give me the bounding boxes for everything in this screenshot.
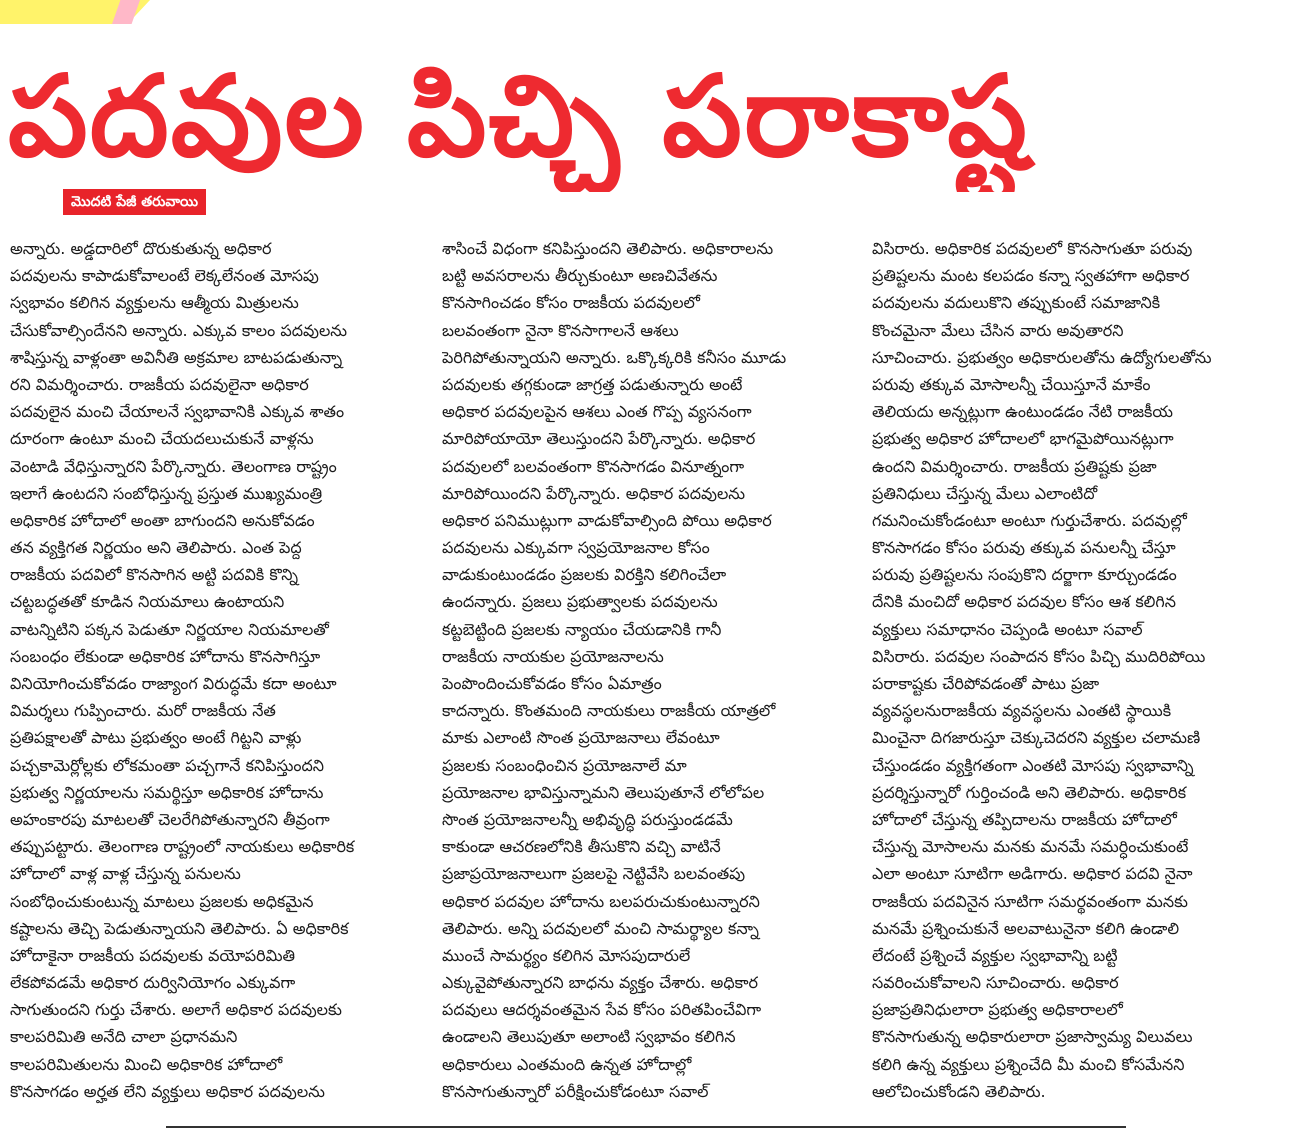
- article-line: మనమే ప్రశ్నించుకునే అలవాటునైనా కలిగి ఉండాలి: [872, 918, 1180, 938]
- article-line: స్వభావం కలిగిన వ్యక్తులను ఆత్మీయ మిత్రులను: [10, 293, 299, 313]
- article-line: పచ్చకామెర్లోల్లకు లోకమంతా పచ్చగానే కనిపిస్తుందని: [10, 755, 324, 775]
- article-line: విసిరారు. అధికారిక పదవులలో కొనసాగుతూ పరువు: [872, 239, 1193, 258]
- article-line: బలవంతంగా నైనా కొనసాగాలనే ఆశలు: [442, 320, 679, 340]
- article-column-1: [10, 235, 418, 1105]
- article-line: పదవులు ఆదర్శవంతమైన సేవ కోసం పరితపించేవిగా: [442, 1000, 762, 1020]
- article-line: పరాకాష్టకు చేరిపోవడంతో పాటు ప్రజా: [872, 674, 1100, 693]
- article-line: సంబంధం లేకుండా అధికారిక హోదాను కొనసాగిస్తూ: [10, 646, 321, 666]
- article-line: పెంపొందించుకోవడం కోసం ఏమాత్రం: [442, 674, 662, 693]
- article-line: కొంచమైనా మేలు చేసిన వారు అవుతారని: [872, 320, 1124, 340]
- article-line: ఎలా అంటూ సూటిగా అడిగారు. అధికార పదవి నైనా: [872, 864, 1193, 884]
- continuation-tag: మొదటి పేజీ తరువాయి: [63, 189, 206, 215]
- article-line: హోదాకైనా రాజకీయ పదవులకు వయోపరిమితి: [10, 945, 296, 965]
- article-line: వెంటాడి వేధిస్తున్నారని పేర్కొన్నారు. తెలంగాణ రాష్ట్రం: [10, 456, 337, 476]
- article-line: ఆలోచించుకోండని తెలిపారు.: [872, 1081, 1046, 1101]
- article-line: ఎక్కువైపోతున్నారని బాధను వ్యక్తం చేశారు. అధికార: [442, 973, 758, 993]
- article-line: లేదంటే ప్రశ్నించే వ్యక్తుల స్వభావాన్ని బట్టి: [872, 945, 1118, 965]
- article-line: ముంచే సామర్థ్యం కలిగిన మోసపుదారులే: [442, 945, 691, 965]
- article-line: అహంకారపు మాటలతో చెలరేగిపోతున్నారని తీవ్రంగా: [10, 809, 330, 829]
- article-line: తప్పుపట్టారు. తెలంగాణ రాష్ట్రంలో నాయకులు అధికారిక: [10, 837, 355, 857]
- article-line: కొనసాగడం కోసం పరువు తక్కువ పనులన్నీ చేస్తూ: [872, 538, 1176, 558]
- article-line: కొనసాగుతున్న అధికారులారా ప్రజాస్వామ్య విలువలు: [872, 1027, 1193, 1047]
- article-line: పదవులైన మంచి చేయాలనే స్వభావానికి ఎక్కువ శాతం: [10, 402, 345, 422]
- article-line: తన వ్యక్తిగత నిర్ణయం అని తెలిపారు. ఎంత పెద్ద: [10, 538, 302, 558]
- article-line: విమర్శలు గుప్పించారు. మరో రాజకీయ నేత: [10, 701, 276, 721]
- article-line: పెరిగిపోతున్నాయని అన్నారు. ఒక్కొక్కరికి కనీసం మూడు: [442, 347, 787, 367]
- article-line: గమనించుకోండంటూ అంటూ గుర్తుచేశారు. పదవుల్లో: [872, 510, 1187, 530]
- article-line: అధికార పదవుల హోదాను బలపరుచుకుంటున్నారని: [442, 891, 760, 911]
- article-line: ప్రభుత్వ అధికార హోదాలలో భాగమైపోయినట్లుగా: [872, 429, 1174, 449]
- article-line: కాలపరిమితి అనేది చాలా ప్రధానమని: [10, 1027, 238, 1047]
- article-line: మించైనా దిగజారుస్తూ చెక్కుచెదరని వ్యక్తుల చలామణి: [872, 728, 1201, 748]
- article-line: కొనసాగుతున్నారో పరీక్షించుకోడంటూ సవాల్: [442, 1081, 709, 1101]
- article-line: వినియోగించుకోవడం రాజ్యాంగ విరుద్ధమే కదా అంటూ: [10, 674, 337, 693]
- article-line: పదవులను ఎక్కువగా స్వప్రయోజనాల కోసం: [442, 538, 710, 558]
- article-line: రాజకీయ పదవిలో కొనసాగిన అట్టి పదవికి కొన్ని: [10, 565, 298, 585]
- article-line: అధికారిక హోదాలో అంతా బాగుందని అనుకోవడం: [10, 510, 315, 530]
- article-line: కాలపరిమితులను మించి అధికారిక హోదాలో: [10, 1054, 283, 1074]
- article-line: రాజకీయ పదవినైన సూటిగా సమర్థవంతంగా మనకు: [872, 891, 1188, 911]
- article-line: శాసించే విధంగా కనిపిస్తుందని తెలిపారు. అధికారాలను: [442, 239, 774, 258]
- article-line: సంబోధించుకుంటున్న మాటలు ప్రజలకు అధికమైన: [10, 891, 314, 911]
- article-line: పరువు ప్రతిష్టలను సంపుకొని దర్జాగా కూర్చుండడం: [872, 565, 1177, 585]
- article-line: ప్రతినిధులు చేస్తున్న మేలు ఎలాంటిదో: [872, 483, 1098, 503]
- article-line: శాషిస్తున్న వాళ్లంతా అవినీతి అక్రమాల బాటపడుతున్నా: [10, 347, 343, 367]
- article-line: విసిరారు. పదవుల సంపాదన కోసం పిచ్చి ముదిరిపోయి: [872, 646, 1206, 666]
- article-line: కాకుండా ఆచరణలోనికి తీసుకొని వచ్చి వాటినే: [442, 837, 721, 857]
- article-line: చేస్తున్న మోసాలను మనకు మనమే సమర్ధించుకుంటే: [872, 837, 1189, 857]
- bottom-rule: [166, 1126, 1126, 1128]
- article-line: మారిపోయిందని పేర్కొన్నారు. అధికార పదవులను: [442, 483, 746, 503]
- article-line: ప్రదర్శిస్తున్నారో గుర్తించండి అని తెలిపారు. అధికారిక: [872, 782, 1187, 802]
- article-line: ప్రజాప్రయోజనాలుగా ప్రజలపై నెట్టివేసి బలవంతపు: [442, 864, 746, 884]
- article-line: వాడుకుంటుండడం ప్రజలకు విరక్తిని కలిగించేలా: [442, 565, 727, 585]
- article-line: అధికార పనిముట్లుగా వాడుకోవాల్సింది పోయి అధికార: [442, 510, 772, 530]
- article-line: కొనసాగించడం కోసం రాజకీయ పదవులలో: [442, 293, 701, 313]
- article-line: దూరంగా ఉంటూ మంచి చేయదలుచుకునే వాళ్లను: [10, 429, 314, 449]
- article-line: రని విమర్శించారు. రాజకీయ పదవులైనా అధికార: [10, 374, 309, 394]
- article-line: ఉందని విమర్శించారు. రాజకీయ ప్రతిష్టకు ప్రజా: [872, 456, 1157, 476]
- article-line: రాజకీయ నాయకుల ప్రయోజనాలను: [442, 646, 664, 666]
- article-line: ప్రజలకు సంబంధించిన ప్రయోజనాలే మా: [442, 755, 687, 775]
- article-line: ప్రజాప్రతినిధులారా ప్రభుత్వ అధికారాలలో: [872, 1000, 1123, 1020]
- article-line: పరువు తక్కువ మోసాలన్నీ చేయిస్తూనే మాకేం: [872, 374, 1151, 394]
- article-line: ప్రయోజనాల భావిస్తున్నామని తెలుపుతూనే లోలోపల: [442, 782, 765, 802]
- article-line: అన్నారు. అడ్డదారిలో దొరుకుతున్న అధికార: [10, 239, 272, 258]
- headline: పదవుల పిచ్చి పరాకాష్ట: [8, 52, 1030, 182]
- article-line: సూచించారు. ప్రభుత్వం అధికారులతోను ఉద్యోగులతోను: [872, 347, 1212, 367]
- article-line: అధికారులు ఎంతమంది ఉన్నత హోదాల్లో: [442, 1054, 692, 1074]
- article-line: దేనికి మంచిదో అధికార పదవుల కోసం ఆశ కలిగిన: [872, 592, 1176, 612]
- article-line: కలిగి ఉన్న వ్యక్తులు ప్రశ్నించేది మీ మంచి కోసమేనని: [872, 1054, 1185, 1074]
- article-line: వాటన్నిటిని పక్కన పెడుతూ నిర్ణయాల నియమాలతో: [10, 619, 329, 639]
- article-column-3: [872, 235, 1284, 1105]
- article-line: మారిపోయాయో తెలుస్తుందని పేర్కొన్నారు. అధికార: [442, 429, 756, 449]
- article-line: చేస్తుండడం వ్యక్తిగతంగా ఎంతటి మోసపు స్వభావాన్ని: [872, 755, 1194, 775]
- article-line: చేసుకోవాల్సిందేనని అన్నారు. ఎక్కువ కాలం పదవులను: [10, 320, 348, 340]
- article-line: పదవులను కాపాడుకోవాలంటే లెక్కలేనంత మోసపు: [10, 266, 319, 286]
- article-line: బట్టి అవసరాలను తీర్చుకుంటూ అణచివేతను: [442, 266, 718, 286]
- article-line: సాగుతుందని గుర్తు చేశారు. అలాగే అధికార పదవులకు: [10, 1000, 342, 1020]
- article-line: హోదాలో చేస్తున్న తప్పిదాలను రాజకీయ హోదాలో: [872, 809, 1177, 829]
- article-line: ఇలాగే ఉంటదని సంబోధిస్తున్న ప్రస్తుత ముఖ్యమంత్రి: [10, 483, 323, 503]
- article-line: ప్రతిష్టలను మంట కలపడం కన్నా స్వతహాగా అధికార: [872, 266, 1190, 286]
- article-line: ఉందన్నారు. ప్రజలు ప్రభుత్వాలకు పదవులను: [442, 592, 718, 612]
- article-line: చట్టబద్ధతతో కూడిన నియమాలు ఉంటాయని: [10, 592, 285, 612]
- article-line: కొనసాగడం అర్హత లేని వ్యక్తులు అధికార పదవులను: [10, 1081, 325, 1101]
- article-line: హోదాలో వాళ్ల వాళ్ల చేస్తున్న పనులను: [10, 864, 241, 884]
- article-line: సవరించుకోవాలని సూచించారు. అధికార: [872, 973, 1119, 993]
- article-line: పదవులను వదులుకొని తప్పుకుంటే సమాజానికి: [872, 293, 1161, 313]
- article-line: తెలిపారు. అన్ని పదవులలో మంచి సామర్థ్యాల కన్నా: [442, 918, 759, 938]
- article-line: వ్యవస్థలనురాజకీయ వ్యవస్థలను ఎంతటి స్థాయికి: [872, 701, 1172, 721]
- article-line: ప్రభుత్వ నిర్ణయాలను సమర్థిస్తూ అధికారిక హోదాను: [10, 782, 324, 802]
- article-line: తెలియదు అన్నట్లుగా ఉంటుండడం నేటి రాజకీయ: [872, 402, 1173, 422]
- article-line: వ్యక్తులు సమాధానం చెప్పండి అంటూ సవాల్: [872, 619, 1143, 639]
- article-line: లేకపోవడమే అధికార దుర్వినియోగం ఎక్కువగా: [10, 973, 296, 993]
- article-line: మాకు ఎలాంటి సొంత ప్రయోజనాలు లేవంటూ: [442, 728, 720, 748]
- article-line: సొంత ప్రయోజనాలన్నీ అభివృద్ధి పరుస్తుండడమే: [442, 809, 733, 829]
- article-line: ఉండాలని తెలుపుతూ అలాంటి స్వభావం కలిగిన: [442, 1027, 736, 1047]
- article-line: ప్రతిపక్షాలతో పాటు ప్రభుత్వం అంటే గిట్టని వాళ్లు: [10, 728, 302, 748]
- article-line: కట్టబెట్టింది ప్రజలకు న్యాయం చేయడానికి గానీ: [442, 619, 722, 639]
- article-line: పదవులకు తగ్గకుండా జాగ్రత్త పడుతున్నారు అంటే: [442, 374, 743, 394]
- article-column-2: [442, 235, 852, 1105]
- article-line: పదవులలో బలవంతంగా కొనసాగడం వినూత్నంగా: [442, 456, 745, 476]
- article-line: కష్టాలను తెచ్చి పెడుతున్నాయని తెలిపారు. ఏ అధికారిక: [10, 918, 349, 938]
- article-line: అధికార పదవులపైన ఆశలు ఎంత గొప్ప వ్యసనంగా: [442, 402, 752, 422]
- article-line: కాదన్నారు. కొంతమంది నాయకులు రాజకీయ యాత్రలో: [442, 701, 776, 721]
